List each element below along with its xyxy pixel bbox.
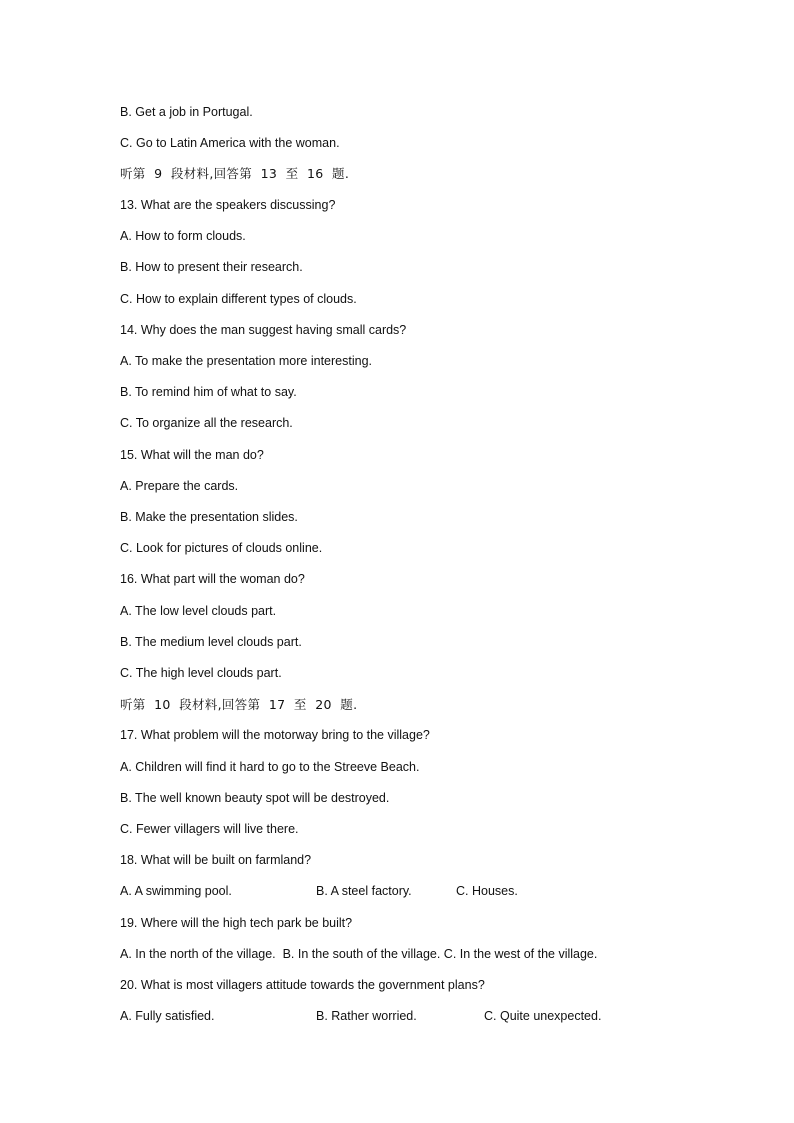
question-15: 15. What will the man do?: [120, 448, 264, 462]
q15-option-c: C. Look for pictures of clouds online.: [120, 541, 323, 555]
q15-option-a: A. Prepare the cards.: [120, 479, 239, 493]
q20-option-c: C. Quite unexpected.: [484, 1009, 602, 1023]
question-19: 19. Where will the high tech park be built?: [120, 916, 353, 930]
q20-option-b: B. Rather worried.: [316, 1009, 417, 1023]
section-instruction-10: 听第 10 段材料,回答第 17 至 20 题.: [120, 697, 358, 712]
question-14: 14. Why does the man suggest having small cards?: [120, 323, 407, 337]
q20-option-a: A. Fully satisfied.: [120, 1009, 215, 1023]
q13-option-b: B. How to present their research.: [120, 260, 303, 274]
q15-option-b: B. Make the presentation slides.: [120, 510, 298, 524]
q14-option-b: B. To remind him of what to say.: [120, 385, 297, 399]
q14-option-a: A. To make the presentation more interesting.: [120, 354, 372, 368]
q12-option-c: C. Go to Latin America with the woman.: [120, 136, 340, 150]
section-instruction-9: 听第 9 段材料,回答第 13 至 16 题.: [120, 166, 350, 181]
q18-option-c: C. Houses.: [456, 884, 518, 898]
q17-option-b: B. The well known beauty spot will be destroyed.: [120, 791, 390, 805]
q14-option-c: C. To organize all the research.: [120, 416, 293, 430]
q18-option-a: A. A swimming pool.: [120, 884, 232, 898]
q16-option-b: B. The medium level clouds part.: [120, 635, 302, 649]
question-13: 13. What are the speakers discussing?: [120, 198, 336, 212]
question-16: 16. What part will the woman do?: [120, 572, 305, 586]
q17-option-c: C. Fewer villagers will live there.: [120, 822, 299, 836]
q12-option-b: B. Get a job in Portugal.: [120, 105, 253, 119]
question-20: 20. What is most villagers attitude towards the government plans?: [120, 978, 485, 992]
q16-option-c: C. The high level clouds part.: [120, 666, 282, 680]
question-17: 17. What problem will the motorway bring to the village?: [120, 728, 430, 742]
q18-options-row: [120, 883, 680, 899]
q16-option-a: A. The low level clouds part.: [120, 604, 277, 618]
question-18: 18. What will be built on farmland?: [120, 853, 312, 867]
q20-options-row: [120, 1008, 680, 1024]
q13-option-a: A. How to form clouds.: [120, 229, 246, 243]
q17-option-a: A. Children will find it hard to go to the Streeve Beach.: [120, 760, 420, 774]
q19-options: A. In the north of the village. B. In the south of the village. C. In the west of the village.: [120, 947, 598, 961]
q18-option-b: B. A steel factory.: [316, 884, 412, 898]
q13-option-c: C. How to explain different types of clouds.: [120, 292, 357, 306]
